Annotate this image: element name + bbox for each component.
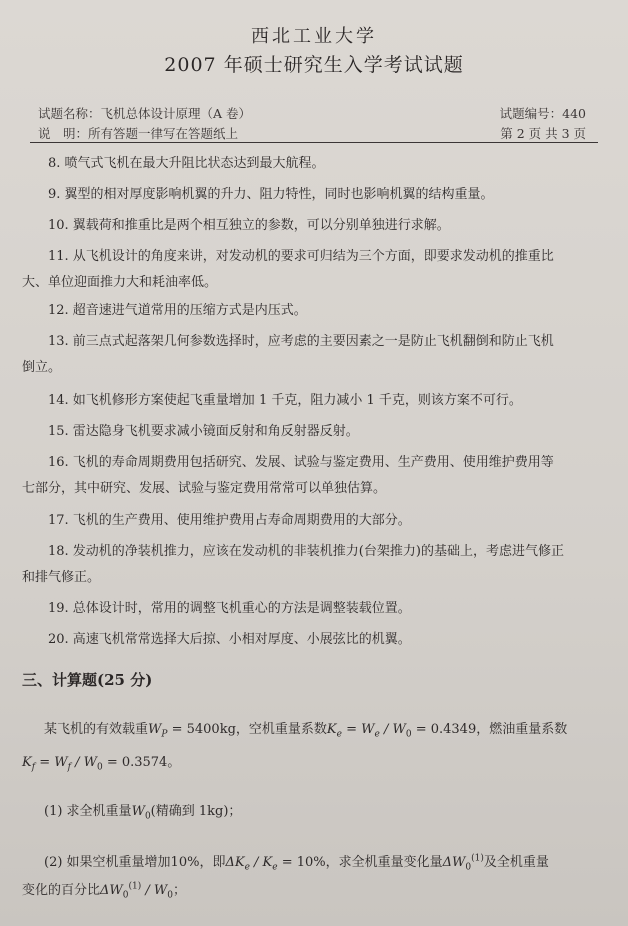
- question-1: [44, 800, 241, 822]
- eq: / W: [379, 722, 406, 737]
- intro-text: ，空机重量系数: [235, 722, 327, 737]
- eq: = W: [341, 722, 375, 737]
- value: = 0.3574: [102, 755, 168, 770]
- eq: / W: [70, 755, 97, 770]
- question-line: 18. 发动机的净装机推力，应该在发动机的非装机推力(台架推力)的基础上，考虑进气修正: [48, 544, 564, 559]
- sup: (1): [128, 881, 142, 892]
- question-line: 11. 从飞机设计的角度来讲，对发动机的要求可归结为三个方面，即要求发动机的推重比: [48, 249, 554, 264]
- intro-text: 某飞机的有效载重: [44, 722, 149, 737]
- section-heading: 三、计算题(25 分): [22, 671, 153, 689]
- punct: ；: [173, 883, 187, 898]
- var-dw: ΔW: [442, 855, 466, 870]
- sub: e: [374, 729, 380, 740]
- question-line: 16. 飞机的寿命周期费用包括研究、发展、试验与鉴定费用、生产费用、使用维护费用等: [48, 455, 554, 470]
- problem-intro: [44, 718, 567, 740]
- question-line: 8. 喷气式飞机在最大升阻比状态达到最大航程。: [48, 156, 325, 171]
- sub: e: [336, 729, 342, 740]
- eq: / K: [249, 855, 273, 870]
- var-dk: ΔK: [225, 855, 245, 870]
- question-line: 10. 翼载荷和推重比是两个相互独立的参数，可以分别单独进行求解。: [48, 218, 450, 233]
- var-w: W: [131, 804, 145, 819]
- eq: / W: [141, 883, 168, 898]
- var-k: K: [22, 755, 32, 770]
- var-dw: ΔW: [100, 883, 123, 898]
- question-2-cont: [22, 879, 186, 901]
- question-line: 和排气修正。: [22, 570, 101, 585]
- sub: 0: [167, 890, 173, 901]
- q-text: ，求全机重量变化量: [325, 855, 443, 870]
- sub: 0: [144, 811, 151, 822]
- sup: (1): [471, 853, 484, 864]
- code-line: 试题编号：440: [499, 106, 586, 121]
- punct: 。: [167, 755, 181, 770]
- exam-title: 2007 年硕士研究生入学考试试题: [164, 54, 464, 76]
- sub: 0: [122, 890, 129, 901]
- q-text: (2) 如果空机重量增加10%，即: [44, 855, 226, 870]
- question-line: 15. 雷达隐身飞机要求减小镜面反射和角反射器反射。: [48, 424, 359, 439]
- question-line: 19. 总体设计时，常用的调整飞机重心的方法是调整装载位置。: [48, 601, 411, 616]
- question-line: 14. 如飞机修形方案使起飞重量增加 1 千克，阻力减小 1 千克，则该方案不可行。: [48, 393, 522, 408]
- question-line: 13. 前三点式起落架几何参数选择时，应考虑的主要因素之一是防止飞机翻倒和防止飞机: [48, 334, 554, 349]
- question-line: 七部分，其中研究、发展、试验与鉴定费用常常可以单独估算。: [22, 481, 387, 496]
- sub: f: [67, 762, 71, 773]
- eq: = W: [35, 755, 68, 770]
- q-text: 及全机重量: [483, 855, 549, 870]
- subject-line: 试题名称：飞机总体设计原理（A 卷）: [38, 106, 252, 121]
- sub: 0: [405, 729, 412, 740]
- q-text: (1) 求全机重量: [44, 804, 132, 819]
- note-line: 说 明：所有答题一律写在答题纸上: [38, 126, 239, 141]
- var-k: K: [326, 722, 337, 737]
- question-line: 大、单位迎面推力大和耗油率低。: [22, 275, 218, 290]
- q-text: (精确到 1kg)；: [150, 804, 242, 819]
- question-line: 倒立。: [22, 360, 62, 375]
- sub: 0: [96, 762, 103, 773]
- value: = 0.4349: [411, 722, 477, 737]
- q-text: 变化的百分比: [22, 883, 101, 898]
- page-line: 第 2 页 共 3 页: [500, 126, 586, 141]
- university-name: 西北工业大学: [251, 26, 377, 47]
- sub: P: [161, 729, 168, 740]
- sub: e: [272, 862, 278, 873]
- question-line: 12. 超音速进气道常用的压缩方式是内压式。: [48, 303, 307, 318]
- value: = 5400kg: [167, 722, 236, 737]
- question-line: 17. 飞机的生产费用、使用维护费用占寿命周期费用的大部分。: [48, 513, 411, 528]
- var-w: W: [148, 722, 162, 737]
- question-line: 20. 高速飞机常常选择大后掠、小相对厚度、小展弦比的机翼。: [48, 632, 411, 647]
- question-2: [44, 851, 549, 873]
- problem-intro-cont: [22, 751, 180, 773]
- sub: f: [31, 762, 36, 773]
- header-rule: [30, 142, 598, 143]
- sub: e: [244, 862, 250, 873]
- question-line: 9. 翼型的相对厚度影响机翼的升力、阻力特性，同时也影响机翼的结构重量。: [48, 187, 494, 202]
- value: = 10%: [277, 855, 326, 870]
- sub: 0: [465, 862, 472, 873]
- intro-text: ，燃油重量系数: [476, 722, 568, 737]
